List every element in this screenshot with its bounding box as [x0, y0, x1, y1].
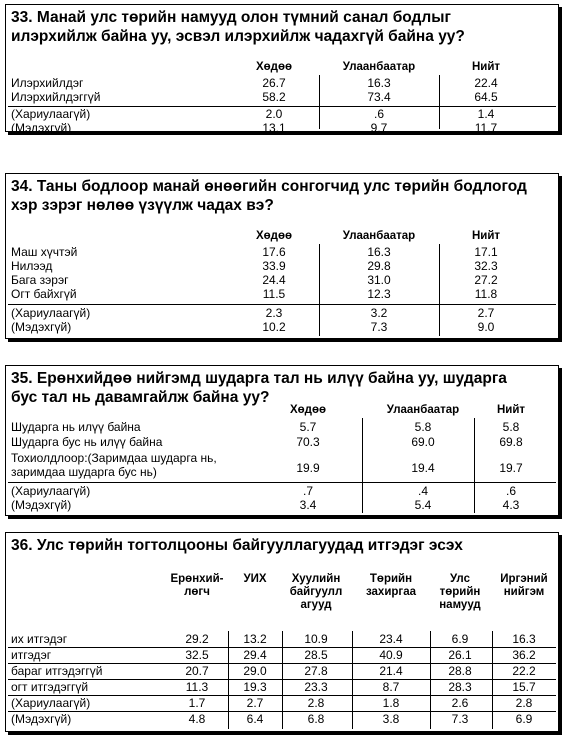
q33-cell: 64.5: [474, 90, 498, 104]
q36-row-label: итгэдэг: [11, 648, 52, 662]
q36-col-header-line: захиргаа: [365, 586, 417, 598]
q33-cell: 58.2: [262, 90, 286, 104]
q36-column-divider: [282, 631, 283, 729]
q36-cell: 2.6: [451, 696, 469, 710]
question-35-title-line2: бус тал нь давамгайлж байна уу?: [11, 389, 270, 406]
q35-separator: [8, 482, 556, 483]
q33-cell: 13.1: [262, 121, 286, 135]
q35-cell: 5.8: [414, 420, 432, 434]
question-34-title-line2: хэр зэрэг нөлөө үзүүлж чадах вэ?: [11, 197, 274, 214]
q34-cell: 10.2: [262, 320, 286, 334]
q36-cell: 22.2: [512, 664, 536, 678]
q36-separator: [8, 647, 556, 648]
q36-cell: 29.4: [243, 648, 267, 662]
q33-cell: 22.4: [474, 76, 498, 90]
q35-col-header-total: Нийт: [496, 404, 526, 416]
q33-row-label: Илэрхийлдэг: [11, 76, 84, 90]
q36-separator: [8, 695, 556, 696]
q36-col-header-line: Ерөнхий-: [170, 573, 224, 585]
q35-col-header-rural: Хөдөө: [289, 404, 327, 416]
question-34-box: [5, 173, 559, 339]
q34-row-label: (Мэдэхгүй): [11, 320, 72, 334]
q34-column-divider-2: [439, 244, 440, 336]
q35-cell: 4.3: [502, 498, 520, 512]
q34-cell: 7.3: [370, 320, 388, 334]
question-36-box: [5, 532, 559, 732]
q34-row-label: (Хариулаагүй): [11, 306, 91, 320]
q36-cell: 6.8: [307, 712, 325, 726]
q36-col-header-line: Улс: [450, 573, 470, 585]
q34-cell: 12.3: [367, 287, 391, 301]
question-33-title-line2: илэрхийлж байна уу, эсвэл илэрхийлж чадахгүй байна уу?: [11, 28, 465, 45]
q36-col-header-line: Төрийн: [369, 573, 413, 585]
q36-cell: 29.0: [243, 664, 267, 678]
q36-col-header-line: Иргэний: [500, 573, 548, 585]
question-34-title: [6, 174, 558, 215]
q36-col-header-line: төрийн: [439, 586, 481, 598]
q36-col-header-line: УИХ: [243, 573, 267, 585]
q36-cell: 8.7: [382, 680, 400, 694]
q36-cell: 6.9: [451, 632, 469, 646]
q36-row-label: (Хариулаагүй): [11, 696, 91, 710]
q34-col-header-ulaanbaatar: Улаанбаатар: [342, 230, 416, 242]
q36-col-header-line: лөгч: [184, 586, 210, 598]
q36-cell: 2.8: [515, 696, 533, 710]
q36-cell: 20.7: [185, 664, 209, 678]
q36-cell: 40.9: [379, 648, 403, 662]
q36-cell: 13.2: [243, 632, 267, 646]
q36-col-header-courts: [284, 573, 348, 612]
q35-cell: .4: [417, 484, 428, 498]
q36-col-header-line: агууд: [300, 599, 332, 611]
q36-column-divider: [492, 631, 493, 729]
q36-cell: 15.7: [512, 680, 536, 694]
q33-cell: 11.7: [474, 121, 498, 135]
q33-cell: 16.3: [367, 76, 391, 90]
q36-column-divider: [430, 631, 431, 729]
q33-cell: .6: [373, 107, 384, 121]
q36-cell: 23.4: [379, 632, 403, 646]
q35-col-header-ulaanbaatar: Улаанбаатар: [386, 404, 460, 416]
q34-cell: 27.2: [474, 273, 498, 287]
q33-row-label: (Мэдэхгүй): [11, 121, 72, 135]
q34-col-header-total: Нийт: [471, 230, 501, 242]
q36-col-header-line: байгуулл: [289, 586, 343, 598]
q36-col-header-line: нийгэм: [503, 586, 545, 598]
q36-column-divider: [228, 631, 229, 729]
q34-cell: 17.1: [474, 245, 498, 259]
q36-cell: 19.3: [243, 680, 267, 694]
q35-cell: 5.4: [414, 498, 432, 512]
q36-cell: 28.8: [448, 664, 472, 678]
q34-cell: 3.2: [370, 306, 388, 320]
q34-cell: 11.5: [262, 287, 286, 301]
q33-separator: [8, 106, 556, 107]
q36-cell: 28.5: [304, 648, 328, 662]
q35-row-label: (Мэдэхгүй): [11, 498, 72, 512]
q34-row-label: Нилээд: [11, 259, 53, 273]
q33-column-divider-2: [439, 75, 440, 129]
q34-cell: 9.0: [477, 320, 495, 334]
q36-row-label: их итгэдэг: [11, 632, 68, 646]
q36-column-divider: [352, 631, 353, 729]
q36-row-label: огт итгэдэггүй: [11, 680, 89, 694]
q34-cell: 31.0: [367, 273, 391, 287]
q36-col-header-civil-society: [494, 573, 554, 599]
q36-col-header-parliament: [230, 573, 280, 586]
question-33-box: [5, 4, 559, 135]
q36-cell: 21.4: [379, 664, 403, 678]
q36-cell: 2.7: [246, 696, 264, 710]
q35-cell: 3.4: [299, 498, 317, 512]
q34-cell: 2.3: [265, 306, 283, 320]
q35-row-label: Шударга нь илүү байна: [11, 420, 141, 434]
q36-col-header-parties: [432, 573, 488, 612]
q34-cell: 32.3: [474, 259, 498, 273]
q34-cell: 33.9: [262, 259, 286, 273]
q35-cell: 19.9: [296, 461, 320, 475]
question-36-title-line1: 36. Улс төрийн тогтолцооны байгууллагуудад итгэдэг эсэх: [11, 537, 463, 554]
q36-cell: 2.8: [307, 696, 325, 710]
q35-row-label: (Хариулаагүй): [11, 484, 91, 498]
q35-cell: .7: [302, 484, 313, 498]
question-35-title-line1: 35. Ерөнхийдөө нийгэмд шударга тал нь илүү байна уу, шударга: [11, 370, 507, 387]
q36-cell: 16.3: [512, 632, 536, 646]
q35-cell: 19.4: [411, 461, 435, 475]
q36-cell: 36.2: [512, 648, 536, 662]
q36-cell: 4.8: [188, 712, 206, 726]
q36-separator: [8, 679, 556, 680]
q36-row-label: бараг итгэдэггүй: [11, 664, 103, 678]
q35-cell: .6: [505, 484, 516, 498]
q34-row-label: Огт байхгүй: [11, 287, 77, 301]
q33-cell: 26.7: [262, 76, 286, 90]
q35-row-label-continued: заримдаа шударга бус нь): [11, 465, 157, 479]
question-35-box: [5, 365, 559, 516]
q34-column-divider-1: [319, 244, 320, 336]
q34-separator: [8, 304, 556, 305]
q36-cell: 1.7: [188, 696, 206, 710]
q36-cell: 23.3: [304, 680, 328, 694]
q34-cell: 11.8: [474, 287, 498, 301]
q34-cell: 16.3: [367, 245, 391, 259]
q35-row-label: Шударга бус нь илүү байна: [11, 435, 163, 449]
q36-col-header-line: намууд: [439, 599, 481, 611]
q35-cell: 69.0: [411, 435, 435, 449]
q33-cell: 73.4: [367, 90, 391, 104]
q35-cell: 5.8: [502, 420, 520, 434]
q33-row-label: (Хариулаагүй): [11, 107, 91, 121]
q35-cell: 69.8: [499, 435, 523, 449]
q36-cell: 27.8: [304, 664, 328, 678]
question-33-title: [6, 5, 558, 46]
q36-row-label: (Мэдэхгүй): [11, 712, 72, 726]
q36-cell: 29.2: [185, 632, 209, 646]
q33-row-label: Илэрхийлдэггүй: [11, 90, 101, 104]
q36-cell: 1.8: [382, 696, 400, 710]
question-36-title: [6, 533, 558, 555]
q36-cell: 6.9: [515, 712, 533, 726]
q35-row-label: Тохиолдлоор:(Заримдаа шударга нь,: [11, 451, 217, 465]
q33-cell: 1.4: [477, 107, 495, 121]
question-34-title-line1: 34. Таны бодлоор манай өнөөгийн сонгогчид улс төрийн бодлогод: [11, 178, 527, 195]
q33-col-header-rural: Хөдөө: [255, 61, 293, 73]
q36-col-header-president: [168, 573, 226, 599]
q36-cell: 26.1: [448, 648, 472, 662]
q33-cell: 9.7: [370, 121, 388, 135]
q34-cell: 2.7: [477, 306, 495, 320]
question-35-title: [6, 366, 558, 407]
q36-cell: 7.3: [451, 712, 469, 726]
q35-cell: 5.7: [299, 420, 317, 434]
q36-cell: 6.4: [246, 712, 264, 726]
q36-cell: 32.5: [185, 648, 209, 662]
q36-separator: [8, 711, 556, 712]
q36-cell: 11.3: [185, 680, 209, 694]
q36-cell: 3.8: [382, 712, 400, 726]
q34-col-header-rural: Хөдөө: [255, 230, 293, 242]
q34-cell: 24.4: [262, 273, 286, 287]
q33-col-header-total: Нийт: [471, 61, 501, 73]
question-33-title-line1: 33. Манай улс төрийн намууд олон түмний санал бодлыг: [11, 9, 451, 26]
q36-col-header-line: Хуулийн: [291, 573, 341, 585]
q36-cell: 28.3: [448, 680, 472, 694]
q33-column-divider-1: [319, 75, 320, 129]
q35-cell: 19.7: [499, 461, 523, 475]
q34-row-label: Маш хүчтэй: [11, 245, 78, 259]
q33-cell: 2.0: [265, 107, 283, 121]
q34-row-label: Бага зэрэг: [11, 273, 69, 287]
q36-col-header-government: [356, 573, 426, 599]
q33-col-header-ulaanbaatar: Улаанбаатар: [342, 61, 416, 73]
q34-cell: 29.8: [367, 259, 391, 273]
q35-column-divider-1: [362, 418, 363, 513]
q34-cell: 17.6: [262, 245, 286, 259]
q35-cell: 70.3: [296, 435, 320, 449]
q36-cell: 10.9: [304, 632, 328, 646]
